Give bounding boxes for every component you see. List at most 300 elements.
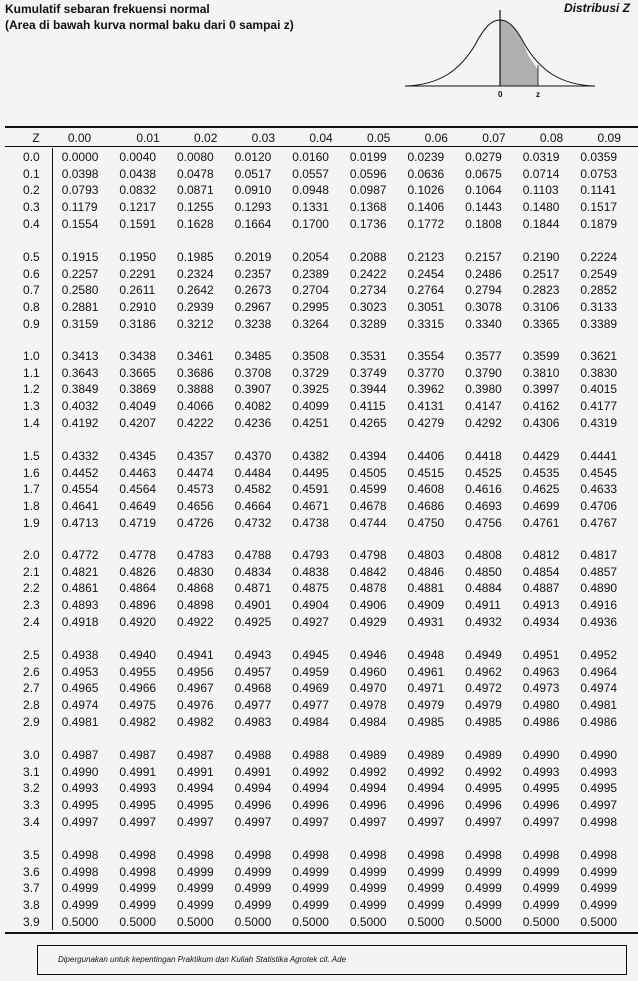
table-cell: 0.4251 [292, 415, 329, 430]
table-cell: 0.4932 [465, 614, 502, 629]
table-cell: 0.4842 [349, 564, 387, 579]
table-cell: 0.2794 [465, 283, 502, 298]
table-cell: 0.1915 [61, 250, 99, 265]
table-row [0, 249, 638, 266]
table-cell: 0.3599 [522, 349, 560, 364]
z-value: 1.1 [23, 365, 40, 380]
table-cell: 0.2764 [407, 283, 445, 298]
table-cell: 0.4564 [119, 482, 157, 497]
table-cell: 0.4992 [465, 764, 502, 779]
table-cell: 0.4994 [349, 781, 387, 796]
table-cell: 0.4850 [465, 564, 502, 579]
z-value: 1.6 [23, 465, 40, 480]
table-cell: 0.3849 [61, 382, 99, 397]
table-cell: 0.4808 [465, 548, 502, 563]
table-cell: 0.4726 [176, 515, 214, 530]
table-cell: 0.4999 [522, 881, 560, 896]
table-cell: 0.1664 [234, 216, 272, 231]
z-value: 3.5 [23, 848, 40, 863]
table-cell: 0.4162 [522, 399, 560, 414]
table-cell: 0.2357 [234, 266, 272, 281]
table-cell: 0.3790 [465, 365, 502, 380]
table-cell: 0.2257 [61, 266, 99, 281]
table-cell: 0.0636 [407, 166, 445, 181]
table-row [0, 215, 638, 232]
table-cell: 0.3980 [465, 382, 502, 397]
table-cell: 0.1443 [465, 200, 502, 215]
z-value: 1.5 [23, 449, 40, 464]
table-row [0, 864, 638, 881]
table-cell: 0.4979 [465, 698, 502, 713]
table-row [0, 282, 638, 299]
table-cell: 0.4649 [119, 499, 157, 514]
table-cell: 0.4968 [234, 681, 272, 696]
table-cell: 0.4969 [292, 681, 329, 696]
table-cell: 0.1480 [522, 200, 560, 215]
z-value: 2.4 [23, 614, 40, 629]
table-cell: 0.4938 [61, 648, 99, 663]
table-cell: 0.4998 [580, 814, 618, 829]
table-cell: 0.3907 [234, 382, 272, 397]
table-cell: 0.4999 [407, 898, 445, 913]
table-row [0, 713, 638, 730]
table-cell: 0.4999 [61, 881, 99, 896]
table-cell: 0.4962 [465, 664, 502, 679]
table-cell: 0.4997 [522, 814, 560, 829]
table-header-row [0, 129, 638, 146]
table-cell: 0.1736 [349, 216, 387, 231]
table-cell: 0.4996 [465, 798, 502, 813]
table-cell: 0.4999 [465, 881, 502, 896]
table-cell: 0.0319 [522, 150, 560, 165]
table-cell: 0.2190 [522, 250, 560, 265]
table-cell: 0.4999 [580, 898, 618, 913]
table-row [0, 780, 638, 797]
table-cell: 0.4798 [349, 548, 387, 563]
table-cell: 0.4732 [234, 515, 272, 530]
header-col: 0.01 [136, 130, 160, 145]
table-cell: 0.0557 [292, 166, 329, 181]
curve-label-z: z [536, 90, 540, 99]
table-cell: 0.4991 [176, 764, 214, 779]
table-cell: 0.4999 [407, 881, 445, 896]
table-cell: 0.4817 [580, 548, 618, 563]
table-cell: 0.4998 [119, 848, 157, 863]
table-cell: 0.4999 [349, 881, 387, 896]
table-cell: 0.3264 [292, 316, 329, 331]
table-cell: 0.4803 [407, 548, 445, 563]
table-cell: 0.4952 [580, 648, 618, 663]
row-group [0, 647, 638, 730]
z-value: 3.7 [23, 881, 40, 896]
table-cell: 0.4988 [234, 748, 272, 763]
table-row [0, 564, 638, 581]
table-cell: 0.4956 [176, 664, 214, 679]
table-cell: 0.4812 [522, 548, 560, 563]
normal-curve-svg [400, 10, 635, 100]
z-value: 0.6 [23, 266, 40, 281]
table-cell: 0.4382 [292, 449, 329, 464]
table-row [0, 680, 638, 697]
table-row [0, 381, 638, 398]
row-group [0, 149, 638, 232]
table-cell: 0.4738 [292, 515, 329, 530]
footer-note-box [37, 945, 627, 975]
table-cell: 0.0000 [61, 150, 99, 165]
table-cell: 0.4878 [349, 581, 387, 596]
table-cell: 0.2673 [234, 283, 272, 298]
table-cell: 0.4846 [407, 564, 445, 579]
table-cell: 0.4913 [522, 598, 560, 613]
table-cell: 0.4332 [61, 449, 99, 464]
table-cell: 0.4922 [176, 614, 214, 629]
table-cell: 0.4925 [234, 614, 272, 629]
table-cell: 0.4977 [234, 698, 272, 713]
table-cell: 0.4973 [522, 681, 560, 696]
header-col: 0.02 [194, 130, 218, 145]
table-cell: 0.2123 [407, 250, 445, 265]
table-cell: 0.1808 [465, 216, 502, 231]
row-group [0, 448, 638, 531]
table-cell: 0.3770 [407, 365, 445, 380]
table-cell: 0.0359 [580, 150, 618, 165]
distribution-title: Distribusi Z [563, 1, 630, 15]
table-cell: 0.4418 [465, 449, 502, 464]
table-cell: 0.0120 [234, 150, 272, 165]
table-cell: 0.4981 [61, 714, 99, 729]
table-cell: 0.4993 [61, 781, 99, 796]
table-cell: 0.3686 [176, 365, 214, 380]
table-cell: 0.4767 [580, 515, 618, 530]
table-cell: 0.4998 [119, 864, 157, 879]
table-cell: 0.4989 [407, 748, 445, 763]
table-cell: 0.3289 [349, 316, 387, 331]
table-cell: 0.4996 [234, 798, 272, 813]
table-cell: 0.5000 [176, 914, 214, 929]
table-row [0, 465, 638, 482]
table-cell: 0.2939 [176, 300, 214, 315]
table-cell: 0.4887 [522, 581, 560, 596]
table-cell: 0.4951 [522, 648, 560, 663]
table-cell: 0.4406 [407, 449, 445, 464]
row-group [0, 547, 638, 630]
table-cell: 0.4996 [349, 798, 387, 813]
table-cell: 0.1368 [349, 200, 387, 215]
table-cell: 0.4633 [580, 482, 618, 497]
table-cell: 0.4495 [292, 465, 329, 480]
table-cell: 0.3438 [119, 349, 157, 364]
table-cell: 0.4995 [176, 798, 214, 813]
table-cell: 0.4946 [349, 648, 387, 663]
table-cell: 0.4788 [234, 548, 272, 563]
table-cell: 0.2157 [465, 250, 502, 265]
table-row [0, 580, 638, 597]
table-row [0, 398, 638, 415]
table-cell: 0.5000 [119, 914, 157, 929]
table-cell: 0.4981 [580, 698, 618, 713]
header-z: Z [32, 130, 40, 145]
table-cell: 0.2019 [234, 250, 272, 265]
z-value: 3.0 [23, 748, 40, 763]
table-cell: 0.2852 [580, 283, 618, 298]
table-cell: 0.0080 [176, 150, 214, 165]
table-cell: 0.4955 [119, 664, 157, 679]
table-cell: 0.4918 [61, 614, 99, 629]
table-cell: 0.4608 [407, 482, 445, 497]
table-cell: 0.4906 [349, 598, 387, 613]
table-cell: 0.2995 [292, 300, 329, 315]
table-cell: 0.4970 [349, 681, 387, 696]
table-cell: 0.4960 [349, 664, 387, 679]
table-cell: 0.4987 [176, 748, 214, 763]
table-cell: 0.4864 [119, 581, 157, 596]
table-cell: 0.3106 [522, 300, 560, 315]
z-value: 0.9 [23, 316, 40, 331]
table-cell: 0.4999 [234, 898, 272, 913]
header-col: 0.09 [597, 130, 621, 145]
table-row [0, 697, 638, 714]
z-value: 0.0 [23, 150, 40, 165]
table-cell: 0.4671 [292, 499, 329, 514]
table-cell: 0.4857 [580, 564, 618, 579]
table-cell: 0.2881 [61, 300, 99, 315]
table-cell: 0.4357 [176, 449, 214, 464]
table-row [0, 365, 638, 382]
footer-note: Dipergunakan untuk kepentingan Praktikum dan Kuliah Statistika Agrotek cit. Ade [58, 955, 347, 964]
z-value: 3.1 [23, 764, 40, 779]
table-cell: 0.4997 [407, 814, 445, 829]
table-cell: 0.4997 [176, 814, 214, 829]
z-value: 0.7 [23, 283, 40, 298]
table-cell: 0.2291 [119, 266, 157, 281]
table-cell: 0.4306 [522, 415, 560, 430]
table-cell: 0.4990 [522, 748, 560, 763]
table-cell: 0.0675 [465, 166, 502, 181]
table-cell: 0.4719 [119, 515, 157, 530]
table-cell: 0.4990 [61, 764, 99, 779]
z-value: 1.0 [23, 349, 40, 364]
table-cell: 0.3888 [176, 382, 214, 397]
table-cell: 0.3159 [61, 316, 99, 331]
table-cell: 0.1772 [407, 216, 445, 231]
table-cell: 0.4177 [580, 399, 618, 414]
table-cell: 0.3830 [580, 365, 618, 380]
table-cell: 0.4980 [522, 698, 560, 713]
table-cell: 0.4995 [522, 781, 560, 796]
z-value: 2.1 [23, 564, 40, 579]
table-cell: 0.4949 [465, 648, 502, 663]
table-cell: 0.4995 [580, 781, 618, 796]
table-cell: 0.4573 [176, 482, 214, 497]
table-cell: 0.4943 [234, 648, 272, 663]
table-cell: 0.4997 [465, 814, 502, 829]
table-cell: 0.4082 [234, 399, 272, 414]
header-col: 0.05 [366, 130, 391, 145]
table-cell: 0.1064 [465, 183, 502, 198]
table-cell: 0.4838 [292, 564, 329, 579]
table-cell: 0.4525 [465, 465, 502, 480]
z-value: 2.6 [23, 664, 40, 679]
table-cell: 0.4545 [580, 465, 618, 480]
table-cell: 0.4940 [119, 648, 157, 663]
table-cell: 0.4996 [407, 798, 445, 813]
row-group [0, 747, 638, 830]
table-row [0, 299, 638, 316]
table-cell: 0.4997 [292, 814, 329, 829]
table-row [0, 897, 638, 914]
table-header-rule [5, 146, 638, 147]
table-cell: 0.4987 [61, 748, 99, 763]
table-cell: 0.4279 [407, 415, 445, 430]
table-cell: 0.2910 [119, 300, 157, 315]
table-cell: 0.3962 [407, 382, 445, 397]
table-cell: 0.4678 [349, 499, 387, 514]
table-cell: 0.3365 [522, 316, 560, 331]
z-value: 2.3 [23, 598, 40, 613]
table-cell: 0.3531 [349, 349, 387, 364]
table-row [0, 315, 638, 332]
table-cell: 0.1026 [407, 183, 445, 198]
table-cell: 0.4474 [176, 465, 214, 480]
table-cell: 0.4916 [580, 598, 618, 613]
table-row [0, 797, 638, 814]
table-cell: 0.3869 [119, 382, 157, 397]
table-cell: 0.3621 [580, 349, 618, 364]
table-cell: 0.4991 [234, 764, 272, 779]
table-cell: 0.3023 [349, 300, 387, 315]
table-cell: 0.4656 [176, 499, 214, 514]
table-cell: 0.3554 [407, 349, 445, 364]
z-value: 1.4 [23, 415, 40, 430]
table-cell: 0.4999 [349, 864, 387, 879]
table-cell: 0.2054 [292, 250, 329, 265]
table-cell: 0.4999 [176, 898, 214, 913]
normal-curve-illustration [400, 10, 635, 100]
table-cell: 0.4934 [522, 614, 560, 629]
table-cell: 0.4998 [349, 848, 387, 863]
table-cell: 0.4898 [176, 598, 214, 613]
table-cell: 0.4966 [119, 681, 157, 696]
table-cell: 0.4994 [176, 781, 214, 796]
table-cell: 0.4222 [176, 415, 214, 430]
table-cell: 0.4147 [465, 399, 502, 414]
table-cell: 0.2580 [61, 283, 99, 298]
table-cell: 0.4015 [580, 382, 618, 397]
header-col: 0.06 [424, 130, 448, 145]
table-cell: 0.0948 [292, 183, 329, 198]
table-cell: 0.4744 [349, 515, 387, 530]
table-cell: 0.4974 [580, 681, 618, 696]
table-cell: 0.2454 [407, 266, 445, 281]
table-cell: 0.4996 [292, 798, 329, 813]
table-cell: 0.3389 [580, 316, 618, 331]
table-cell: 0.4881 [407, 581, 445, 596]
table-cell: 0.4292 [465, 415, 502, 430]
table-cell: 0.0793 [61, 183, 99, 198]
table-cell: 0.4236 [234, 415, 272, 430]
table-cell: 0.0596 [349, 166, 387, 181]
header-col: 0.07 [482, 130, 506, 145]
table-cell: 0.4967 [176, 681, 214, 696]
z-value: 2.2 [23, 581, 40, 596]
table-cell: 0.1844 [522, 216, 560, 231]
table-cell: 0.0871 [176, 183, 214, 198]
table-cell: 0.4909 [407, 598, 445, 613]
table-cell: 0.4429 [522, 449, 560, 464]
table-cell: 0.3461 [176, 349, 214, 364]
table-row [0, 498, 638, 515]
header-col: 0.08 [539, 130, 564, 145]
table-cell: 0.4999 [349, 898, 387, 913]
table-cell: 0.4599 [349, 482, 387, 497]
table-cell: 0.0832 [119, 183, 157, 198]
table-cell: 0.4999 [580, 864, 618, 879]
table-cell: 0.0160 [292, 150, 329, 165]
table-cell: 0.4999 [522, 864, 560, 879]
table-cell: 0.4948 [407, 648, 445, 663]
page-title [5, 1, 294, 33]
table-cell: 0.4994 [234, 781, 272, 796]
table-row [0, 664, 638, 681]
table-cell: 0.4999 [522, 898, 560, 913]
header-col: 0.03 [251, 130, 276, 145]
table-cell: 0.2549 [580, 266, 618, 281]
table-cell: 0.4988 [292, 748, 329, 763]
z-value: 1.9 [23, 515, 40, 530]
table-row [0, 547, 638, 564]
table-cell: 0.4987 [119, 748, 157, 763]
table-cell: 0.4998 [61, 848, 99, 863]
table-cell: 0.1255 [176, 200, 214, 215]
table-cell: 0.4625 [522, 482, 560, 497]
table-cell: 0.1700 [292, 216, 329, 231]
table-cell: 0.4990 [580, 748, 618, 763]
table-cell: 0.4066 [176, 399, 214, 414]
table-cell: 0.4959 [292, 664, 329, 679]
table-cell: 0.4997 [61, 814, 99, 829]
table-cell: 0.4953 [61, 664, 99, 679]
table-cell: 0.0517 [234, 166, 272, 181]
table-cell: 0.4999 [292, 864, 329, 879]
table-cell: 0.0239 [407, 150, 445, 165]
table-cell: 0.4999 [61, 898, 99, 913]
z-value: 2.8 [23, 698, 40, 713]
table-cell: 0.4999 [465, 898, 502, 913]
table-cell: 0.2389 [292, 266, 329, 281]
table-cell: 0.4207 [119, 415, 157, 430]
table-row [0, 182, 638, 199]
table-cell: 0.4992 [349, 764, 387, 779]
table-cell: 0.3997 [522, 382, 560, 397]
table-cell: 0.4998 [580, 848, 618, 863]
table-cell: 0.4999 [407, 864, 445, 879]
z-value: 2.0 [23, 548, 40, 563]
table-cell: 0.4582 [234, 482, 272, 497]
table-cell: 0.3078 [465, 300, 502, 315]
table-cell: 0.5000 [61, 914, 99, 929]
table-cell: 0.4778 [119, 548, 157, 563]
z-value: 3.9 [23, 914, 40, 929]
table-row [0, 647, 638, 664]
table-cell: 0.4699 [522, 499, 560, 514]
table-cell: 0.4693 [465, 499, 502, 514]
table-cell: 0.3340 [465, 316, 502, 331]
table-cell: 0.4971 [407, 681, 445, 696]
table-cell: 0.4992 [292, 764, 329, 779]
table-cell: 0.4032 [61, 399, 99, 414]
table-cell: 0.4936 [580, 614, 618, 629]
table-cell: 0.4896 [119, 598, 157, 613]
